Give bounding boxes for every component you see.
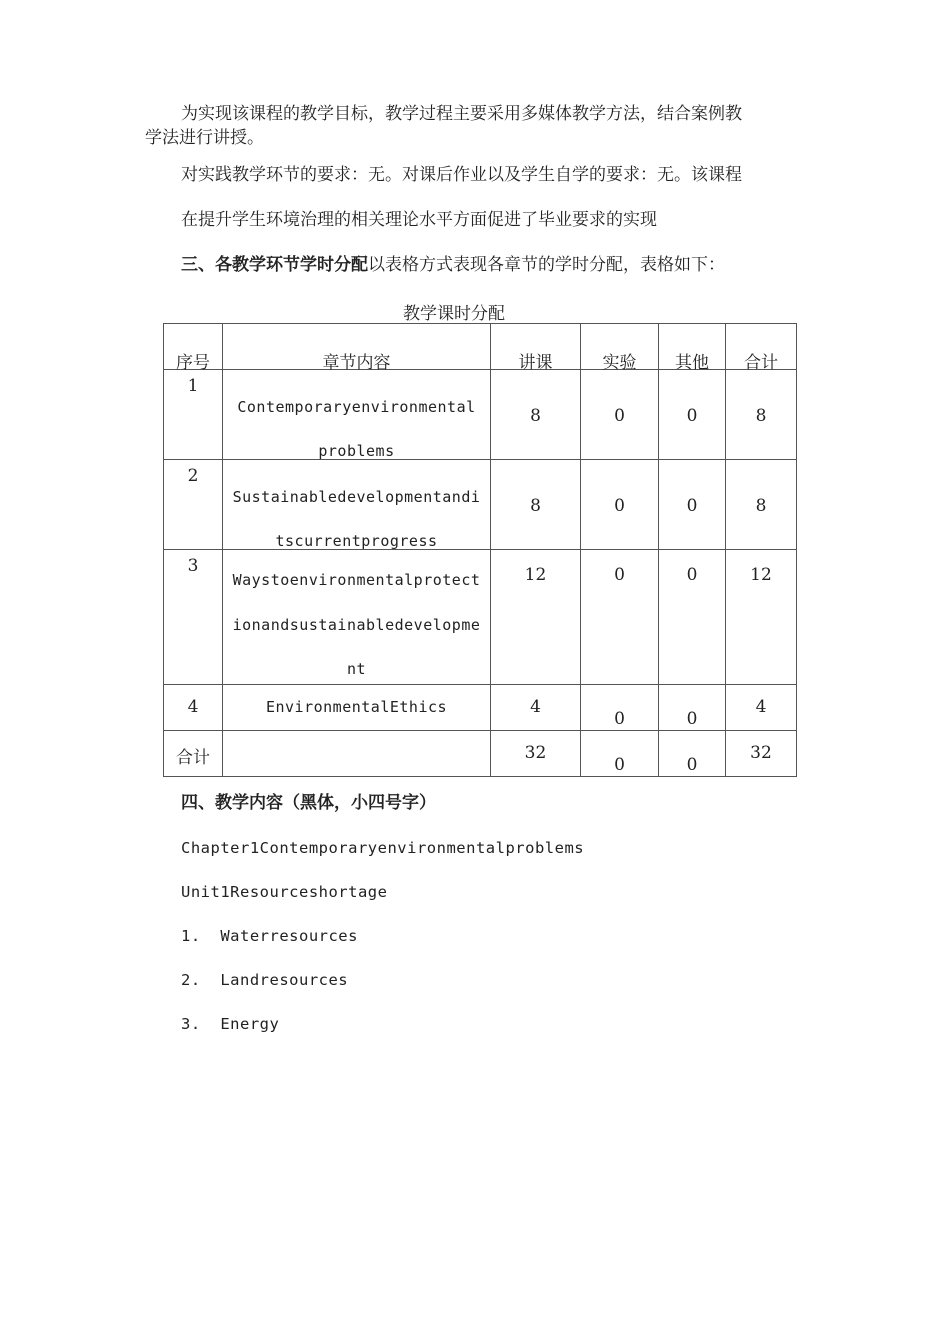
row-other: 0 <box>659 460 726 550</box>
header-total: 合计 <box>726 324 797 370</box>
row-no: 1 <box>164 370 223 460</box>
hours-table <box>163 323 797 777</box>
total-content <box>223 731 491 777</box>
row-other: 0 <box>659 370 726 460</box>
row-lecture: 4 <box>491 685 581 731</box>
row-content: EnvironmentalEthics <box>223 685 491 731</box>
table-total-row <box>164 731 797 777</box>
row-other: 0 <box>659 550 726 685</box>
row-lab: 0 <box>581 370 659 460</box>
row-content: Sustainabledevelopmentandi tscurrentprogress <box>223 460 491 550</box>
list-item: 1. Waterresources <box>181 927 358 945</box>
row-content: Contemporaryenvironmental problems <box>223 370 491 460</box>
row-other: 0 <box>659 685 726 731</box>
row-lab: 0 <box>581 550 659 685</box>
row-lab: 0 <box>581 460 659 550</box>
section3-heading-bold: 三、各教学环节学时分配 <box>181 255 368 275</box>
total-other: 0 <box>659 731 726 777</box>
total-label: 合计 <box>164 731 223 777</box>
header-other: 其他 <box>659 324 726 370</box>
table-row <box>164 460 797 550</box>
intro-line-4: 在提升学生环境治理的相关理论水平方面促进了毕业要求的实现 <box>181 210 657 230</box>
table-header-row <box>164 324 797 370</box>
unit-title: Unit1Resourceshortage <box>181 883 388 901</box>
row-total: 4 <box>726 685 797 731</box>
section3-heading-rest: 以表格方式表现各章节的学时分配，表格如下： <box>368 255 725 275</box>
row-total: 8 <box>726 460 797 550</box>
header-no: 序号 <box>164 324 223 370</box>
header-lab: 实验 <box>581 324 659 370</box>
table-row <box>164 550 797 685</box>
row-total: 12 <box>726 550 797 685</box>
row-no: 3 <box>164 550 223 685</box>
list-item: 3. Energy <box>181 1015 280 1033</box>
row-total: 8 <box>726 370 797 460</box>
header-content: 章节内容 <box>223 324 491 370</box>
row-no: 2 <box>164 460 223 550</box>
intro-line-1: 为实现该课程的教学目标，教学过程主要采用多媒体教学方法，结合案例教 <box>181 104 742 124</box>
row-content: Waystoenvironmentalprotect ionandsustainabledevelopme nt <box>223 550 491 685</box>
row-lecture: 8 <box>491 460 581 550</box>
section3-heading <box>181 253 725 277</box>
intro-line-2: 学法进行讲授。 <box>145 128 264 148</box>
header-lecture: 讲课 <box>491 324 581 370</box>
total-lecture: 32 <box>491 731 581 777</box>
total-total: 32 <box>726 731 797 777</box>
section4-heading: 四、教学内容（黑体，小四号字） <box>181 793 436 813</box>
row-no: 4 <box>164 685 223 731</box>
list-item: 2. Landresources <box>181 971 349 989</box>
table-caption: 教学课时分配 <box>403 304 505 324</box>
table-row <box>164 685 797 731</box>
table-row <box>164 370 797 460</box>
total-lab: 0 <box>581 731 659 777</box>
row-lab: 0 <box>581 685 659 731</box>
chapter-title: Chapter1Contemporaryenvironmentalproblems <box>181 839 585 857</box>
row-lecture: 8 <box>491 370 581 460</box>
row-lecture: 12 <box>491 550 581 685</box>
intro-line-3: 对实践教学环节的要求：无。对课后作业以及学生自学的要求：无。该课程 <box>181 165 742 185</box>
